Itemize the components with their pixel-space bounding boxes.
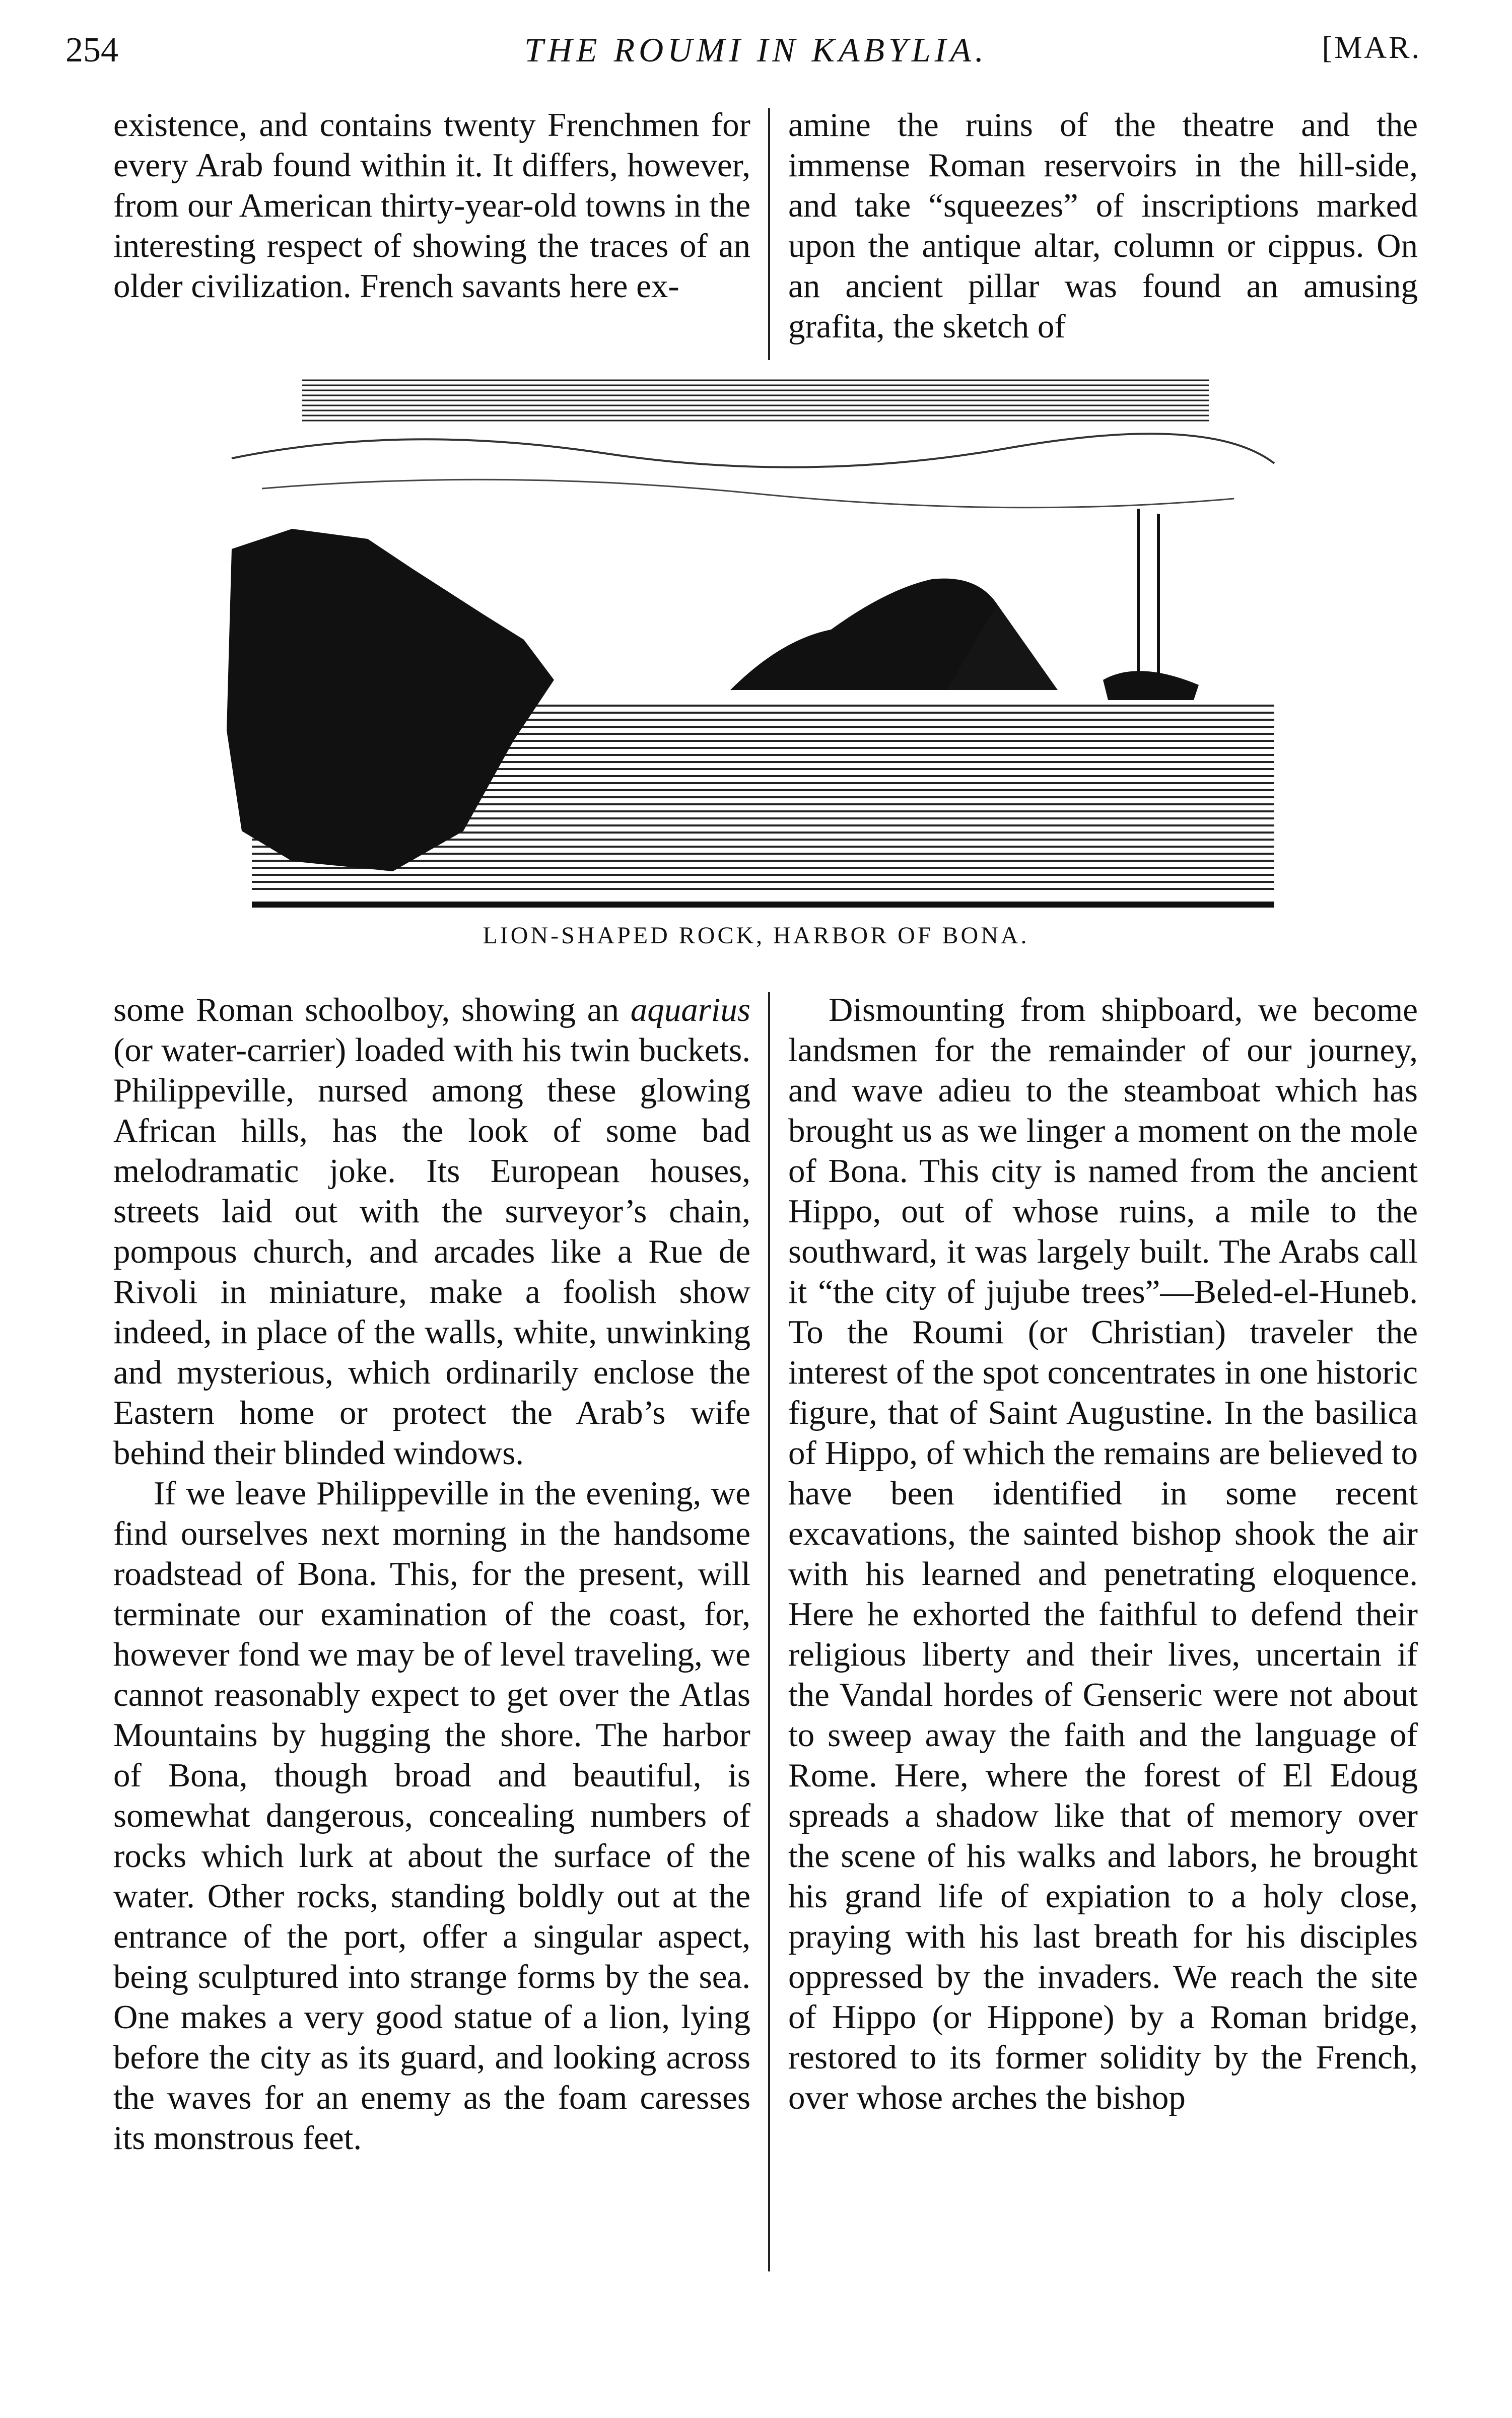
italic-term: aquarius (630, 991, 750, 1028)
column-top-left (113, 105, 750, 306)
page-number: 254 (65, 31, 118, 70)
column-divider-top (768, 108, 770, 360)
paragraph: amine the ruins of the theatre and the immense Roman reservoirs in the hill-side, and take “squeezes” of inscriptions marked upon the antique altar, column or cippus. On an ancient pillar was found an amusing grafita, the sketch of (788, 106, 1418, 345)
paragraph: existence, and contains twenty Frenchmen for every Arab found within it. It differs, however, from our American thirty-year-old towns in the interesting respect of showing the traces of an older civilization. French savants here ex- (113, 106, 750, 305)
column-divider-bottom (768, 992, 770, 2271)
paragraph (113, 990, 750, 1473)
paragraph: If we leave Philippeville in the evening, we find ourselves next morning in the handsome roadstead of Bona. This, for the present, will terminate our examination of the coast, for, however fond we may be of level traveling, we cannot reasonably expect to get over the Atlas Mountains by hugging the shore. The harbor of Bona, though broad and beautiful, is somewhat dangerous, concealing numbers of rocks which lurk at about the surface of the water. Other rocks, standing boldly out at the entrance of the port, offer a singular aspect, being sculptured into strange forms by the sea. One makes a very good statue of a lion, lying before the city as its guard, and looking across the waves for an enemy as the foam caresses its monstrous feet. (113, 1475, 750, 2157)
running-date: [MAR. (1322, 31, 1421, 65)
paragraph: Dismounting from shipboard, we become landsmen for the remainder of our journey, and wave adieu to the steamboat which has brought us as we linger a moment on the mole of Bona. This city is named from the ancient Hippo, out of whose ruins, a mile to the southward, it was largely built. The Arabs call it “the city of jujube trees”—Beled-el-Huneb. To the Roumi (or Christian) traveler the interest of the spot concentrates in one historic figure, that of Saint Augustine. In the basilica of Hippo, of which the remains are believed to have been identified in some recent excavations, the sainted bishop shook the air with his learned and penetrating eloquence. Here he exhorted the faithful to defend their religious liberty and their lives, uncertain if the Vandal hordes of Genseric were not about to sweep away the faith and the language of Rome. Here, where the forest of El Edoug spreads a shadow like that of memory over the scene of his walks and labors, he brought his grand life of expiation to a holy close, praying with his last breath for his disciples oppressed by the invaders. We reach the site of Hippo (or Hippone) by a Roman bridge, restored to its former solidity by the French, over whose arches the bishop (788, 991, 1418, 2116)
engraving-lion-rock (201, 378, 1325, 922)
column-top-right (788, 105, 1418, 347)
figure-caption: LION-SHAPED ROCK, HARBOR OF BONA. (483, 922, 1029, 949)
column-bottom-right (788, 990, 1418, 2118)
paragraph-text: (or water-carrier) loaded with his twin buckets. Philippeville, nursed among these glowing African hills, has the look of some bad melodramatic joke. Its European houses, streets laid out with the surveyor’s chain, pompous church, and arcades like a Rue de Rivoli in miniature, make a foolish show indeed, in place of the walls, white, unwinking and mysterious, which ordinarily enclose the Eastern home or protect the Arab’s wife behind their blinded windows. (113, 1031, 750, 1472)
running-title: THE ROUMI IN KABYLIA. (524, 31, 988, 69)
column-bottom-left (113, 990, 750, 2158)
running-header (0, 20, 1512, 81)
ship-icon (1103, 509, 1199, 700)
paragraph-text: some Roman schoolboy, showing an (113, 991, 631, 1028)
